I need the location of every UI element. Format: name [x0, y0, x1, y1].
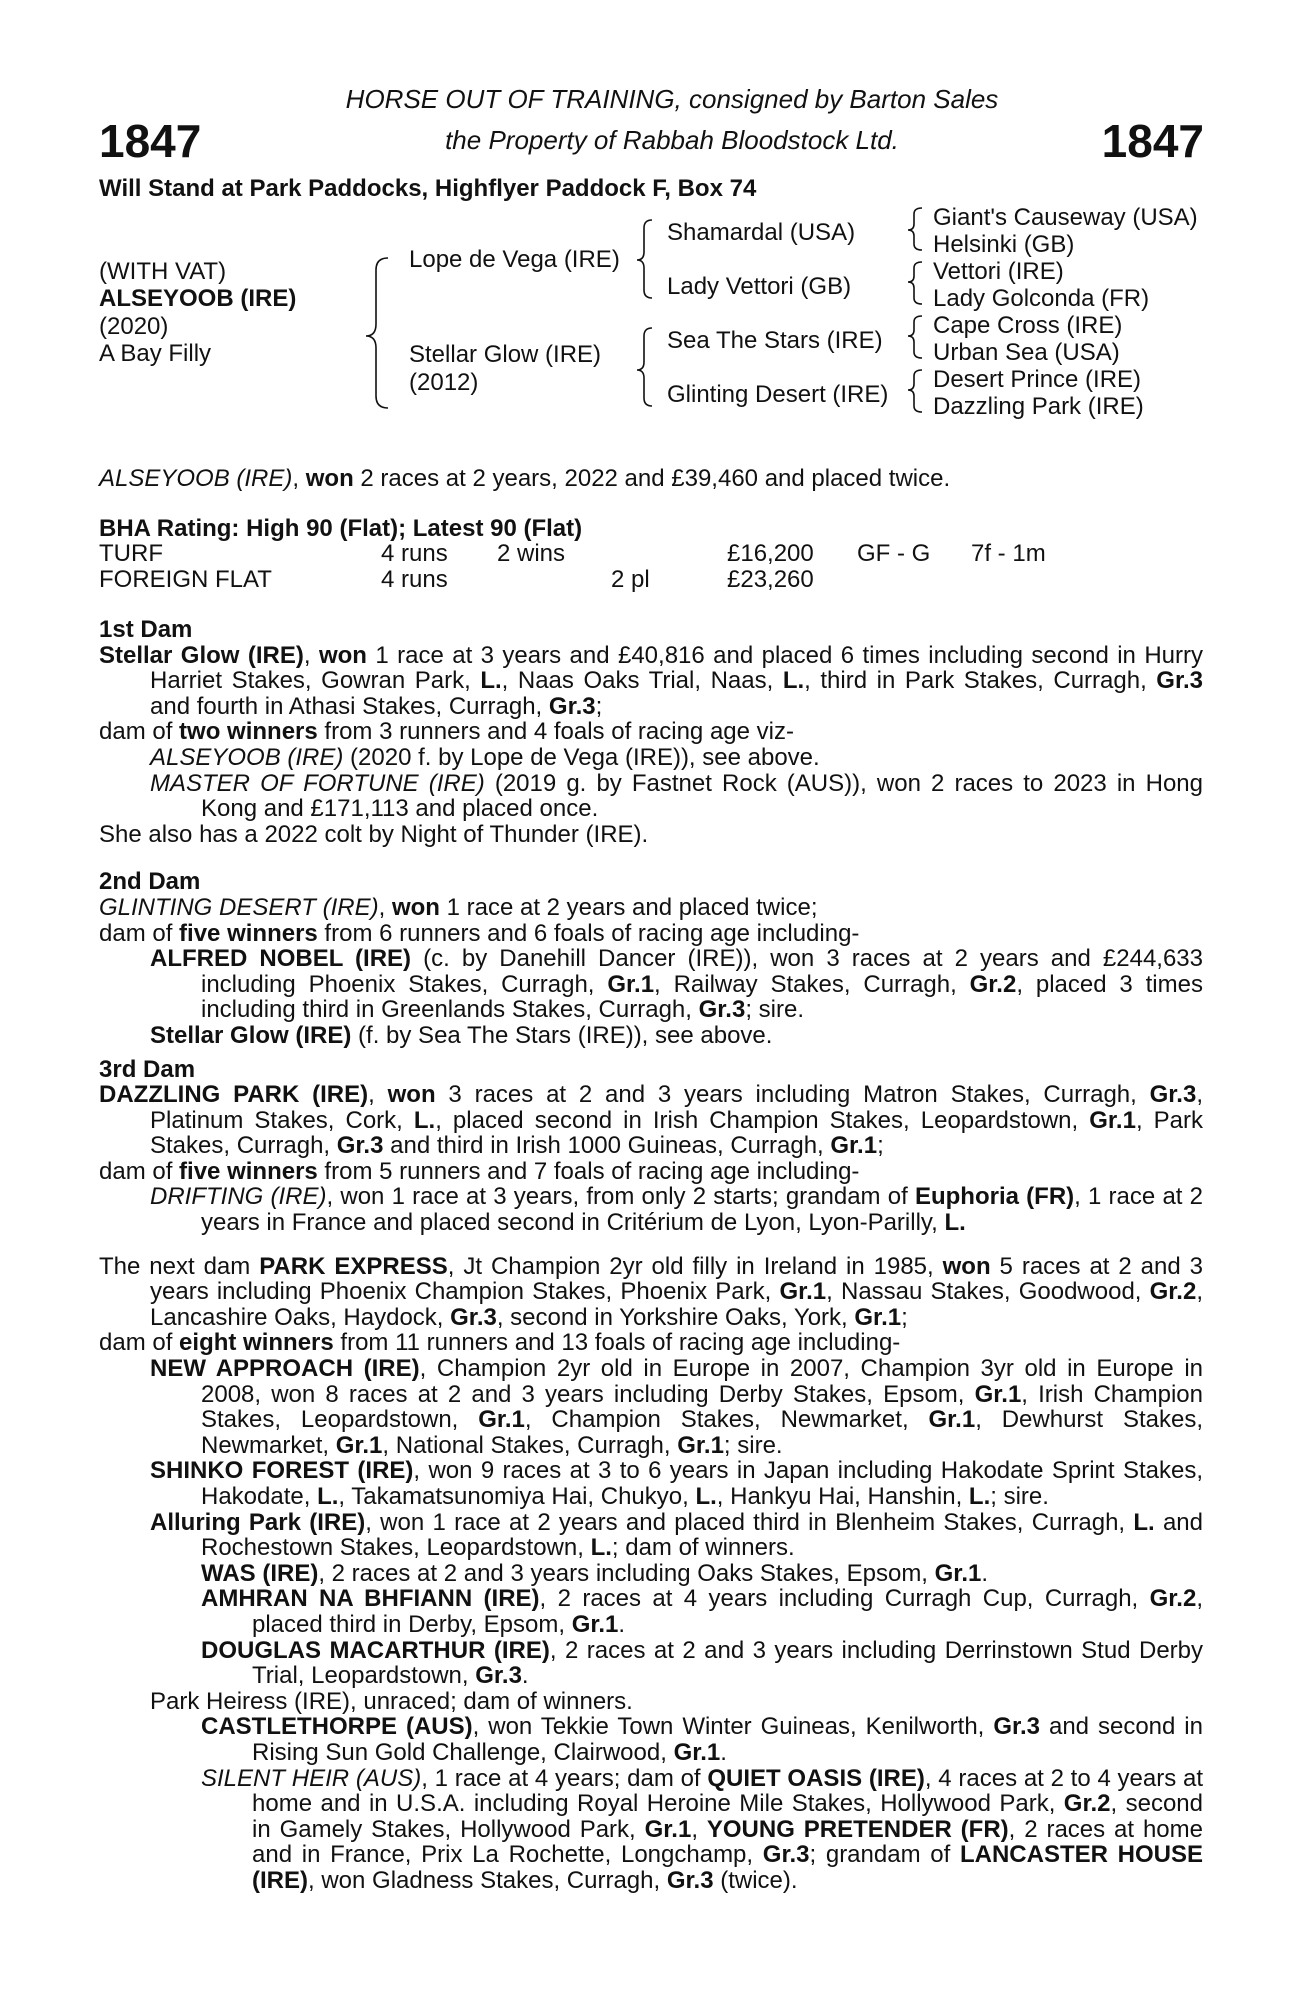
second-dam-produce: dam of five winners from 6 runners and 6 foals of racing age including-: [99, 919, 860, 947]
brace-dd: [908, 370, 922, 412]
next-dam-grandchild-1: WAS (IRE), 2 races at 2 and 3 years including Oaks Stakes, Epsom, Gr.1.: [201, 1559, 989, 1587]
vat-note: (WITH VAT): [99, 258, 227, 285]
header-line-1: HORSE OUT OF TRAINING, consigned by Barton Sales: [345, 84, 999, 114]
dss: Cape Cross (IRE): [933, 312, 1123, 339]
lot-number-left: 1847: [99, 115, 202, 167]
summary-text: 2 races at 2 years, 2022 and £39,460 and placed twice.: [353, 465, 951, 492]
brace-sd: [908, 262, 922, 304]
dam: Stellar Glow (IRE): [409, 341, 602, 368]
row1-type: FOREIGN FLAT: [99, 566, 272, 593]
dsd: Urban Sea (USA): [933, 339, 1120, 366]
row0-runs: 4 runs: [381, 540, 448, 567]
next-dam-grandchild-3: DOUGLAS MACARTHUR (IRE), 2 races at 2 and 3 years including Derrinstown Stud Derby Trial, Leopardstown, Gr.3.: [201, 1636, 1204, 1690]
next-dam-offspring-3: Alluring Park (IRE), won 1 race at 2 years and placed third in Blenheim Stakes, Curragh, L. and Rochestown Stakes, Leopardstown, L.; dam of winners.: [150, 1508, 1203, 1562]
dam-sire: Sea The Stars (IRE): [667, 327, 883, 354]
row0-dist: 7f - 1m: [971, 540, 1046, 567]
first-dam-heading: 1st Dam: [99, 616, 193, 643]
dds: Desert Prince (IRE): [933, 366, 1142, 393]
lot-number-right: 1847: [1101, 115, 1204, 167]
header-line-2: the Property of Rabbah Bloodstock Ltd.: [445, 125, 899, 155]
first-dam-also: She also has a 2022 colt by Night of Thunder (IRE).: [99, 820, 649, 848]
row0-prize: £16,200: [727, 540, 814, 567]
dam-year: (2012): [409, 369, 479, 396]
summary-won: won: [305, 465, 354, 492]
next-dam-produce: dam of eight winners from 11 runners and 13 foals of racing age including-: [99, 1329, 901, 1357]
row1-placed: 2 pl: [611, 566, 650, 593]
pedigree-body: [99, 617, 1203, 1894]
sss: Giant's Causeway (USA): [933, 204, 1198, 231]
brace-dam: [637, 328, 652, 406]
third-dam-record: DAZZLING PARK (IRE), won 3 races at 2 and 3 years including Matron Stakes, Curragh, Gr.3, Platinum Stakes, Cork, L., placed second in Irish Champion Stakes, Leopardstown, Gr.1, Park Stakes, Curragh, Gr.3 and third in Irish 1000 Guineas, Curragh, Gr.1;: [99, 1081, 1203, 1160]
first-dam-produce: dam of two winners from 3 runners and 4 foals of racing age viz-: [99, 718, 794, 746]
sire-sire: Shamardal (USA): [667, 219, 856, 246]
horse-description: A Bay Filly: [99, 340, 212, 367]
third-dam-produce: dam of five winners from 5 runners and 7 foals of racing age including-: [99, 1157, 860, 1185]
second-dam-heading: 2nd Dam: [99, 868, 201, 896]
horse-name: ALSEYOOB (IRE): [99, 285, 297, 312]
brace-main: [366, 258, 388, 408]
second-dam-offspring-2: Stellar Glow (IRE) (f. by Sea The Stars (IRE)), see above.: [150, 1021, 773, 1049]
row0-type: TURF: [99, 540, 163, 567]
ssd: Helsinki (GB): [933, 231, 1075, 258]
next-dam-offspring-4: Park Heiress (IRE), unraced; dam of winners.: [150, 1687, 633, 1715]
next-dam-offspring-2: SHINKO FOREST (IRE), won 9 races at 3 to 6 years in Japan including Hakodate Sprint Stakes, Hakodate, L., Takamatsunomiya Hai, Chukyo, L., Hankyu Hai, Hanshin, L.; sire.: [150, 1457, 1203, 1510]
first-dam-record: Stellar Glow (IRE), won 1 race at 3 years and £40,816 and placed 6 times including second in Hurry Harriet Stakes, Gowran Park, L., Naas Oaks Trial, Naas, L., third in Park Stakes, Curragh, Gr.3 and fourth in Athasi Stakes, Curragh, Gr.3;: [99, 641, 1203, 720]
sire-dam: Lady Vettori (GB): [667, 273, 852, 300]
sdd: Lady Golconda (FR): [933, 285, 1150, 312]
second-dam-record: GLINTING DESERT (IRE), won 1 race at 2 years and placed twice;: [99, 893, 818, 921]
brace-ds: [908, 316, 922, 358]
rating-table: [99, 541, 1199, 593]
stand-location: Will Stand at Park Paddocks, Highflyer Paddock F, Box 74: [99, 175, 757, 202]
row1-prize: £23,260: [727, 566, 814, 593]
first-dam-name: Stellar Glow (IRE): [99, 641, 304, 669]
sire: Lope de Vega (IRE): [409, 246, 620, 273]
first-dam-offspring-1: ALSEYOOB (IRE) (2020 f. by Lope de Vega (IRE)), see above.: [150, 743, 820, 771]
ddd: Dazzling Park (IRE): [933, 393, 1144, 420]
next-dam-grandchild-5: SILENT HEIR (AUS), 1 race at 4 years; dam of QUIET OASIS (IRE), 4 races at 2 to 4 years at home and in U.S.A. including Royal Heroine Mile Stakes, Hollywood Park, Gr.2, second in Gamely Stakes, Hollywood Park, Gr.1, YOUNG PRETENDER (FR), 2 races at home and in France, Prix La Rochette, Longchamp, Gr.3; grandam of LANCASTER HOUSE (IRE), won Gladness Stakes, Curragh, Gr.3 (twice).: [201, 1764, 1204, 1894]
row0-going: GF - G: [857, 540, 931, 567]
brace-sire: [637, 220, 652, 298]
next-dam-record: The next dam PARK EXPRESS, Jt Champion 2yr old filly in Ireland in 1985, won 5 races at 2 and 3 years including Phoenix Champion Stakes, Phoenix Park, Gr.1, Nassau Stakes, Goodwood, Gr.2, Lancashire Oaks, Haydock, Gr.3, second in Yorkshire Oaks, York, Gr.1;: [99, 1252, 1203, 1331]
horse-year: (2020): [99, 313, 169, 340]
third-dam-heading: 3rd Dam: [99, 1055, 196, 1083]
bha-rating: BHA Rating: High 90 (Flat); Latest 90 (Flat): [99, 515, 583, 542]
second-dam-offspring-1: ALFRED NOBEL (IRE) (c. by Danehill Dancer (IRE)), won 3 races at 2 years and £244,633 including Phoenix Stakes, Curragh, Gr.1, Railway Stakes, Curragh, Gr.2, placed 3 times including third in Greenlands Stakes, Curragh, Gr.3; sire.: [150, 945, 1203, 1024]
row1-runs: 4 runs: [381, 566, 448, 593]
next-dam-grandchild-2: AMHRAN NA BHFIANN (IRE), 2 races at 4 years including Curragh Cup, Curragh, Gr.2, placed third in Derby, Epsom, Gr.1.: [201, 1585, 1203, 1638]
dam-dam: Glinting Desert (IRE): [667, 381, 889, 408]
brace-ss: [908, 208, 922, 250]
summary-name: ALSEYOOB (IRE): [99, 465, 293, 492]
row0-wins: 2 wins: [497, 540, 566, 567]
race-summary: ALSEYOOB (IRE), won 2 races at 2 years, 2022 and £39,460 and placed twice.: [99, 465, 951, 492]
sds: Vettori (IRE): [933, 258, 1064, 285]
third-dam-offspring-1: DRIFTING (IRE), won 1 race at 3 years, from only 2 starts; grandam of Euphoria (FR), 1 race at 2 years in France and placed second in Critérium de Lyon, Lyon-Parilly, L.: [150, 1183, 1204, 1237]
next-dam-grandchild-4: CASTLETHORPE (AUS), won Tekkie Town Winter Guineas, Kenilworth, Gr.3 and second in Rising Sun Gold Challenge, Clairwood, Gr.1.: [201, 1713, 1203, 1766]
first-dam-offspring-2: MASTER OF FORTUNE (IRE) (2019 g. by Fastnet Rock (AUS)), won 2 races to 2023 in Hong Kong and £171,113 and placed once.: [150, 769, 1203, 823]
next-dam-offspring-1: NEW APPROACH (IRE), Champion 2yr old in Europe in 2007, Champion 3yr old in Europe in 2008, won 8 races at 2 and 3 years including Derby Stakes, Epsom, Gr.1, Irish Champion Stakes, Leopardstown, Gr.1, Champion Stakes, Newmarket, Gr.1, Dewhurst Stakes, Newmarket, Gr.1, National Stakes, Curragh, Gr.1; sire.: [150, 1355, 1204, 1459]
